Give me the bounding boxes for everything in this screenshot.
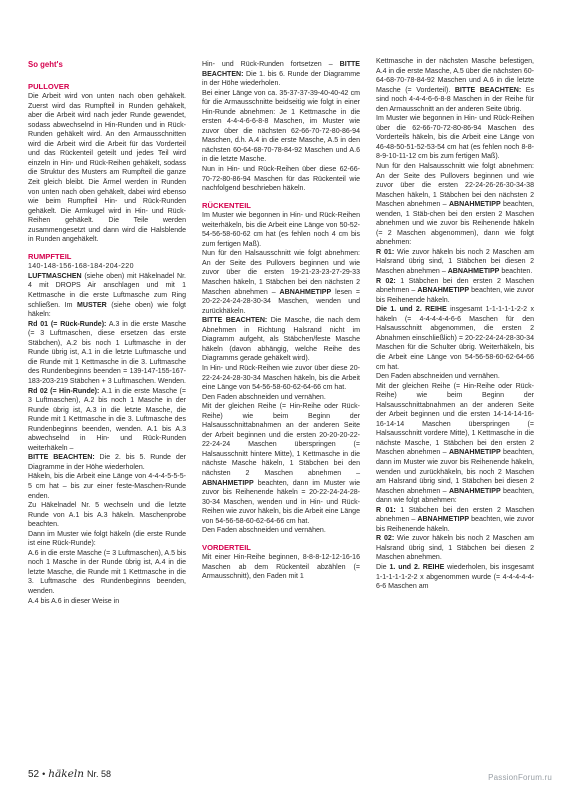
bold-term: 1. und 2. REIHE <box>389 563 445 571</box>
paragraph <box>376 563 534 592</box>
text-run: wiederholen, bis insgesamt 1-1-1-1-1-2-2 x abgenommen wurde (= 4-4-4-4-4-6-6 Maschen am <box>376 563 534 591</box>
paragraph <box>202 249 360 316</box>
page-footer <box>28 768 111 780</box>
bold-term: ABNAHMETIPP <box>448 201 501 209</box>
text-run: Nun für den Halsausschnitt wie folgt abnehmen: An der Seite des Pullovers beginnen und wie zuvor über die ersten 19-21-23-23-27-29-33 Maschen häkeln, 1 Stäbchen bei den nächsten 2 Maschen abnehmen – <box>202 250 360 296</box>
paragraph: Die Arbeit wird von unten nach oben gehäkelt. Zuerst wird das Rumpfteil in Runden gehäkelt, aber die Arbeit wird nach jeder Runde gewendet, sodass abwechselnd in Hin-Runden und in Rück-Runden gehäkelt wird. An den Armausschnitten wird die Arbeit wird die Arbeit für das Vorderteil und das Rückenteil geteilt und jedes Teil wird einzeln in Hin- und Rück-Reihen gehäkelt, sodass die Struktur des Musters am Rumpfteil die ganze Zeit gleich bleibt. Die Ärmel werden in Runden von unten nach oben gehäkelt, dabei wird ebenso wie beim Rumpfteil Hin- und Rück-Runden gehäkelt. Die Armkugel wird in Hin- und Rück-Reihen gehäkelt. Die Teile werden zusammengesetzt und dann wird die Halsblende in Runden angehäkelt. <box>28 93 186 244</box>
text-column-2 <box>202 60 360 582</box>
section-heading-rumpfteil: RUMPFTEIL <box>28 251 72 261</box>
text-run: Die Masche, die nach dem Abnehmen in Richtung Halsrand nicht im Diagramm aufgeht, als Stäbchen/feste Masche häkeln (davon abhängig, welche Reihe des Diagramms gerade gehäkelt wird). <box>202 317 361 363</box>
paragraph: Den Faden abschneiden und vernähen. <box>376 373 500 381</box>
paragraph: Nun in Hin- und Rück-Reihen über diese 62-66-70-72-80-86-94 Maschen für das Rückenteil wie nachfolgend beschrieben häkeln. <box>202 166 360 193</box>
paragraph: A.6 in die erste Masche (= 3 Luftmaschen), A.5 bis noch 1 Masche in der Runde übrig ist, A.4 in die letzte Masche, die Runde mit 1 Kettmasche in die 3. Luftmasche des Rundenbeginns beenden, wenden. <box>28 549 186 595</box>
bold-term: ABNAHMETIPP <box>448 487 501 495</box>
text-column-1 <box>28 60 186 606</box>
paragraph <box>376 305 534 372</box>
text-run: Mit der gleichen Reihe (= Hin-Reihe oder Rück-Reihe) wie beim Beginn der Halsausschnittabnahmen an der anderen Seite der Arbeit beginnen und die ersten 14-14-14-16-16-14-14 Maschen überspringen (= Halsausschnitt vordere Mitte), 1 Kettmasche in die nächste Masche, 1 Stäbchen bei den ersten 2 Maschen abnehmen – <box>376 382 534 457</box>
text-run: Es sind noch 4-4-4-6-6-8-8 Maschen in der Reihe für den Armausschnitt an der anderen Seite übrig. <box>376 86 535 113</box>
bold-term: MUSTER <box>77 301 107 309</box>
note-label: BITTE BEACHTEN: <box>454 86 522 94</box>
text-run: beachten, wenden, 1 Stäb-chen bei den ersten 2 Maschen abnehmen und wie zuvor bis Reihenende häkeln (= 2 Maschen abgenommen), dann wie folgt abnehmen: <box>376 201 534 247</box>
paragraph: A.4 bis A.6 in dieser Weise in <box>28 597 120 605</box>
text-run: A.1 in die erste Masche (= 3 Luftmaschen), A.2 bis noch 1 Masche in der Runde übrig ist, A.3 in die letzte Masche, die Runde mit 1 Kettmasche in die 3. Luftmasche des Rundenbeginns beenden, wenden. A.1 bis A.3 abwechselnd in Hin- und Rück-Runden weiterhäkeln – <box>28 387 186 452</box>
text-run: 1 Stäbchen bei den ersten 2 Maschen abnehmen – <box>376 506 534 524</box>
text-run: lesen = 20-22-24-24-28-30-34 Maschen, wenden und zurückhäkeln. <box>202 288 360 315</box>
paragraph: In Hin- und Rück-Reihen wie zuvor über diese 20-22-24-24-28-30-34 Maschen häkeln, bis die Arbeit eine Länge von 54-56-58-60-62-64-66 cm hat. <box>202 364 360 392</box>
round-label: Rd 01 (= Rück-Runde): <box>28 320 107 328</box>
text-run: Wie zuvor häkeln bis noch 2 Maschen am Halsrand übrig sind, 1 Stäbchen bei diesen 2 Maschen abnehmen – <box>376 248 535 276</box>
paragraph <box>376 57 534 114</box>
text-run: beachten. <box>499 268 533 276</box>
text-run: (siehe oben) mit Häkelnadel Nr. 4 mit DROPS Air anschlagen und mit 1 Kettmasche in die erste Luftmasche zum Ring schließen. Im <box>28 272 186 309</box>
text-column-3 <box>376 57 534 592</box>
text-run: beachten, wie zuvor bis Reihenende häkeln. <box>376 287 534 304</box>
bold-term: ABNAHMETIPP <box>447 268 500 276</box>
paragraph <box>376 506 534 535</box>
bold-term: Die 1. und 2. REIHE <box>376 306 447 314</box>
paragraph: Im Muster wie begonnen in Hin- und Rück-Reihen weiterhäkeln, bis die Arbeit eine Länge von 50-52-54-56-58-60-62 cm hat (es fehlen noch 4 cm bis zum fertigen Maß). <box>202 212 360 248</box>
paragraph <box>202 60 360 89</box>
issue-number: Nr. 58 <box>87 769 112 779</box>
paragraph <box>376 534 534 563</box>
bold-term: LUFTMASCHEN <box>28 272 82 280</box>
paragraph <box>376 248 534 277</box>
magazine-brand: häkeln <box>48 768 85 780</box>
paragraph <box>376 382 534 506</box>
text-run: beachten, dann im Muster wie zuvor bis Reihenende häkeln = 20-22-24-24-28-30-34 Maschen, wenden und in Hin- und Rück-Reihen wie zuvor häkeln, bis die Arbeit eine Länge von 54-56-58-60-62-64-66 cm hat. <box>202 479 360 525</box>
section-heading-vorderteil: VORDERTEIL <box>202 542 251 552</box>
text-run: Nun für den Halsausschnitt wie folgt abnehmen: An der Seite des Pullovers beginnen und wie zuvor über die ersten 22-24-26-26-30-34-38 Maschen häkeln, 1 Stäbchen bei den nächsten 2 Maschen abnehmen – <box>376 163 534 209</box>
page-number: 52 <box>28 769 40 780</box>
row-label: R 01: <box>376 506 396 514</box>
section-heading-rueckenteil: RÜCKENTEIL <box>202 200 251 210</box>
bold-term: ABNAHMETIPP <box>417 287 470 295</box>
text-run: Die <box>376 563 390 571</box>
paragraph: Häkeln, bis die Arbeit eine Länge von 4-4-4-5-5-5-5 cm hat – bis zur einer feste-Maschen-Runde enden. <box>28 473 186 500</box>
paragraph <box>376 277 534 306</box>
text-run: Mit der gleichen Reihe (= Hin-Reihe oder Rück-Reihe) wie beim Beginn der Halsausschnittabnahmen an der anderen Seite der Arbeit beginnen und die ersten 20-20-20-22-22-24-24 Maschen überspringen (= Halsausschnitt hintere Mitte), 1 Kettmasche in die nächste Masche häkeln, 1 Stäbchen bei den nächsten 2 Maschen abnehmen – <box>202 403 360 477</box>
note-label: BITTE BEACHTEN: <box>28 454 95 462</box>
bold-term: ABNAHMETIPP <box>448 449 501 457</box>
row-label: R 02: <box>376 277 396 285</box>
text-run: beachten, dann wie folgt abnehmen: <box>376 487 534 505</box>
row-label: R 01: <box>376 248 395 256</box>
paragraph: Im Muster wie begonnen in Hin- und Rück-Reihen über die 62-66-70-72-80-86-94 Maschen des Vorderteils häkeln, bis die Arbeit eine Länge von 46-48-50-51-52-53-54 cm hat (es fehlen noch 8-8-8-9-10-11-12 cm bis zum fertigen Maß). <box>376 115 534 161</box>
text-run: (siehe oben) wie folgt häkeln: <box>28 301 186 319</box>
text-run: Kettmasche in der nächsten Masche befestigen, A.4 in die erste Masche, A.5 über die nächsten 60-64-68-70-78-84-92 Maschen und A.6 in die letzte Masche (= Vorderteil). <box>376 58 534 94</box>
row-label: R 02: <box>376 535 395 543</box>
paragraph <box>28 272 186 320</box>
paragraph: Zu Häkelnadel Nr. 5 wechseln und die letzte Runde von A.1 bis A.3 häkeln. Maschenprobe beachten. <box>28 502 186 529</box>
paragraph: Den Faden abschneiden und vernähen. <box>202 527 326 535</box>
text-run: A.3 in die erste Masche (= 3 Luftmaschen, diese ersetzen das erste Stäbchen), A.2 bis noch 1 Luftmasche in der Runde übrig ist, A.1 in die letzte Luftmasche und die Runde mit 1 Kettmasche in die 3. Luftmasche des Rundenbeginns beenden = 139-147-155-167-183-203-219 Stäbchen + 3 Luftmaschen. Wenden. <box>28 320 186 385</box>
bullet-separator: • <box>42 769 46 779</box>
bold-term: ABNAHMETIPP <box>202 479 254 487</box>
section-heading-pullover: PULLOVER <box>28 81 70 91</box>
paragraph <box>28 387 186 454</box>
paragraph: Den Faden abschneiden und vernähen. <box>202 393 326 401</box>
paragraph: Mit einer Hin-Reihe beginnen, 8-8-8-12-12-16-16 Maschen ab dem Rückenteil abzählen (= Armausschnitt), den Faden mit 1 <box>202 554 360 581</box>
text-run: 1 Stäbchen bei den ersten 2 Maschen abnehmen – <box>376 277 534 295</box>
intro-title: So geht's <box>28 60 63 69</box>
text-run: Hin- und Rück-Runden fortsetzen – <box>202 61 340 68</box>
text-run: insgesamt 1-1-1-1-1-2-2 x häkeln (= 4-4-4-4-4-6-6 Maschen für den Halsausschnitt abgenommen, die ersten 2 Abnahmen einschließlich) = 20-22-24-24-28-30-34 Maschen für die Schulter übrig. Weiterhäkeln, bis die Arbeit eine Länge von 54-56-58-60-62-64-66 cm hat. <box>376 306 534 371</box>
text-run: Die 2. bis 5. Runde der Diagramme in der Höhe wiederholen. <box>28 454 187 471</box>
round-label: Rd 02 (= Hin-Runde): <box>28 387 100 395</box>
text-run: Die 1. bis 6. Runde der Diagramme in der Höhe wiederholen. <box>202 70 360 88</box>
paragraph <box>28 320 186 387</box>
paragraph <box>202 402 360 526</box>
note-label: BITTE BEACHTEN: <box>202 61 360 78</box>
text-run: beachten, wie zuvor bis Reihenende häkeln. <box>376 516 534 533</box>
paragraph <box>28 453 186 472</box>
bold-term: ABNAHMETIPP <box>279 288 332 296</box>
paragraph <box>202 316 360 364</box>
paragraph: Dann im Muster wie folgt häkeln (die erste Runde ist eine Rück-Runde): <box>28 530 186 548</box>
paragraph: Bei einer Länge von ca. 35-37-37-39-40-40-42 cm für die Armausschnitte beidseitig wie folgt in einer Hin-Runde abnehmen: Je 1 Kettmasche in die ersten 4-4-4-6-6-8-8 Maschen, im Muster wie zuvor über die nächsten 62-66-70-72-80-86-94 Maschen, d.h. A.4 in die erste Masche, A.5 in den nächsten 60-64-68-70-78-84-92 Maschen und A.6 in die letzte Masche. <box>202 89 360 164</box>
size-list: 140-148-156-168-184-204-220 <box>28 263 134 271</box>
bold-term: ABNAHMETIPP <box>417 516 470 524</box>
paragraph <box>376 162 534 248</box>
watermark: PassionForum.ru <box>488 773 552 782</box>
text-run: Wie zuvor häkeln bis noch 2 Maschen am Halsrand übrig sind, 1 Stäbchen bei diesen 2 Maschen abnehmen. <box>376 535 535 562</box>
text-run: beachten, dann im Muster wie zuvor bis Reihenende häkeln, wenden und zurückhäkeln, bis noch 2 Maschen am Halsrand übrig sind, 1 Stäbchen bei diesen 2 Maschen abnehmen – <box>376 449 534 495</box>
note-label: BITTE BEACHTEN: <box>202 317 268 325</box>
